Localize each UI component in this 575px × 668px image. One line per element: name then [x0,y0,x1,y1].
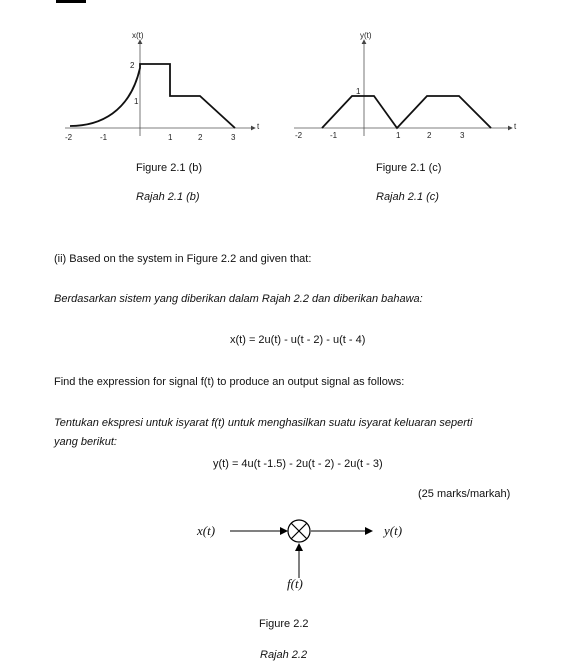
figure-2-1b-plot [60,28,260,142]
factor-label: f(t) [287,576,303,591]
find-instruction: Find the expression for signal f(t) to produce an output signal as follows: [54,376,405,388]
tick-label: 1 [356,87,361,96]
tick-label: 1 [168,133,173,142]
tick-label: -2 [65,133,73,142]
input-label: x(t) [197,523,216,538]
tick-label: -1 [330,131,338,140]
figure-2-2-caption: Figure 2.2 [259,618,309,630]
tick-label: 3 [460,131,465,140]
top-rule [56,0,86,3]
tick-label: 2 [198,133,203,142]
rajah-2-1c-caption: Rajah 2.1 (c) [376,191,439,203]
tick-label: 1 [134,97,139,106]
y-equation: y(t) = 4u(t -1.5) - 2u(t - 2) - 2u(t - 3) [213,458,383,470]
x-equation: x(t) = 2u(t) - u(t - 2) - u(t - 4) [230,334,366,346]
find-instruction-ms-2: yang berikut: [54,436,117,448]
rajah-2-1b-caption: Rajah 2.1 (b) [136,191,200,203]
t-axis-label: t [514,122,517,131]
figure-2-1c-plot [292,28,522,138]
tick-label: -1 [100,133,108,142]
x-axis-label: x(t) [132,31,144,40]
y-axis-label: y(t) [360,31,372,40]
question-part-ii-ms: Berdasarkan sistem yang diberikan dalam Rajah 2.2 dan diberikan bahawa: [54,293,423,305]
signal-y [322,96,491,128]
figure-2-1c-caption: Figure 2.1 (c) [376,162,442,174]
tick-label: 2 [427,131,432,140]
tick-label: 1 [396,131,401,140]
find-instruction-ms-1: Tentukan ekspresi untuk isyarat f(t) untuk menghasilkan suatu isyarat keluaran seperti [54,417,473,429]
question-part-ii: (ii) Based on the system in Figure 2.2 and given that: [54,253,312,265]
tick-label: -2 [295,131,303,140]
signal-x [70,64,235,128]
marks-label: (25 marks/markah) [418,488,511,500]
tick-label: 3 [231,133,236,142]
tick-label: 2 [130,61,135,70]
rajah-2-2-caption: Rajah 2.2 [260,649,308,661]
figure-2-2-diagram [225,516,445,596]
t-axis-label: t [257,122,260,131]
output-label: y(t) [384,523,403,538]
figure-2-1b-caption: Figure 2.1 (b) [136,162,203,174]
